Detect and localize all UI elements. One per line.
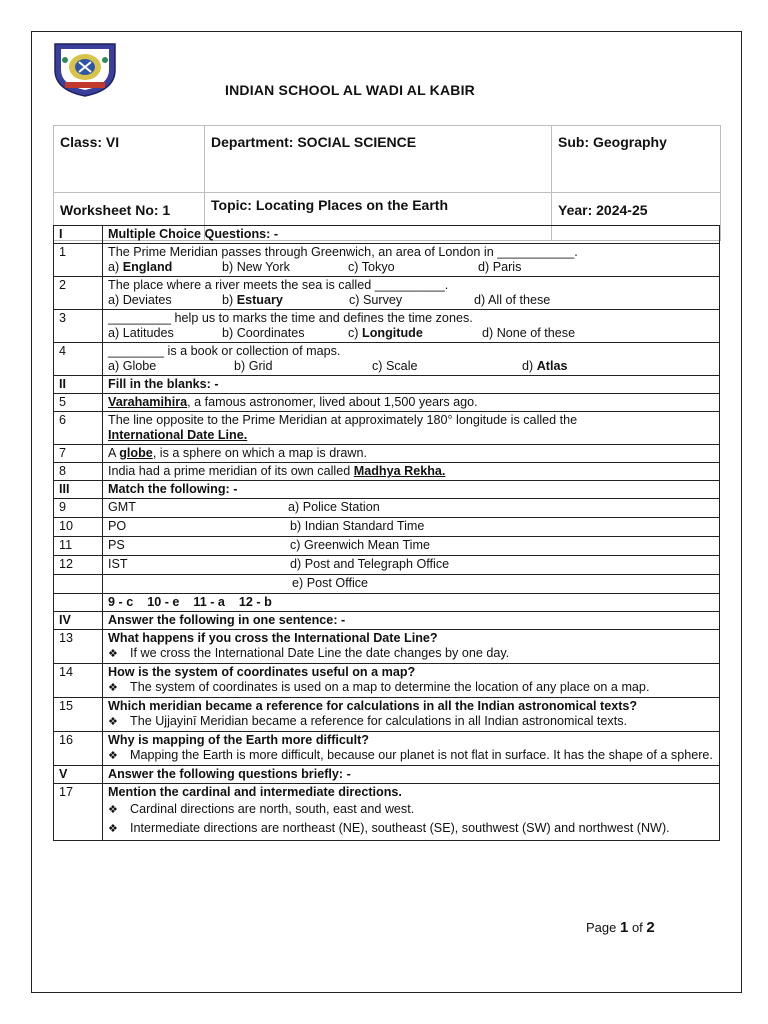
questions-table [53,225,720,841]
match-row: 10 PO b) Indian Standard Time [54,518,720,537]
options-row [108,293,714,308]
options-row [108,359,714,374]
blank-answer: Varahamihira [108,395,188,409]
diamond-bullet-icon: ❖ [108,823,118,835]
option-c: c) Scale [372,359,418,373]
match-answer-key: 9 - c 10 - e 11 - a 12 - b [103,594,720,612]
option-d: d) None of these [482,326,576,340]
subject-cell: Sub: Geography [552,126,721,193]
answer-bullet: ❖ The system of coordinates is used on a map to determine the location of any place on a map. [108,680,650,694]
question-text: The place where a river meets the sea is called __________. [108,278,449,292]
diamond-bullet-icon: ❖ [108,648,118,660]
option-b: b) Estuary [222,293,283,307]
option-a: a) Deviates [108,293,172,307]
section-row: IV Answer the following in one sentence: - [54,612,720,630]
option-c: c) Longitude [348,326,423,340]
question-row: 6 The line opposite to the Prime Meridian at approximately 180° longitude is called the International Date Line. [54,412,720,445]
answer-bullet: ❖ Cardinal directions are north, south, east and west. [108,802,415,816]
blank-answer: globe [119,446,153,460]
school-name: INDIAN SCHOOL AL WADI AL KABIR [225,82,475,98]
option-b: b) Coordinates [222,326,305,340]
match-key-row [54,594,720,612]
option-c: c) Survey [349,293,403,307]
option-d: d) Paris [478,260,522,274]
section-row: II Fill in the blanks: - [54,376,720,394]
question-text: Which meridian became a reference for calculations in all the Indian astronomical texts? [108,699,638,713]
question-text: What happens if you cross the International Date Line? [108,631,438,645]
match-row: e) Post Office [54,575,720,594]
diamond-bullet-icon: ❖ [108,750,118,762]
question-row: 14 How is the system of coordinates useful on a map? ❖ The system of coordinates is used on a map to determine the location of any place on a map. [54,664,720,698]
worksheet-header [53,125,721,241]
question-row: 13 What happens if you cross the International Date Line? ❖ If we cross the International Date Line the date changes by one day. [54,630,720,664]
option-b: b) New York [222,260,290,274]
option-a: a) Globe [108,359,157,373]
worksheet-number-cell: Worksheet No: 1 [54,193,205,241]
diamond-bullet-icon: ❖ [108,716,118,728]
question-row: 7 A globe, is a sphere on which a map is drawn. [54,445,720,463]
options-row [108,326,714,341]
question-text: The Prime Meridian passes through Greenwich, an area of London in ___________. [108,245,578,259]
options-row [108,260,714,275]
option-d: d) Atlas [522,359,568,373]
question-row: 4 ________ is a book or collection of maps. a) Globe b) Grid c) Scale d) Atlas [54,343,720,376]
question-row: 5 Varahamihira, a famous astronomer, lived about 1,500 years ago. [54,394,720,412]
question-text: _________ help us to marks the time and defines the time zones. [108,311,473,325]
option-d: d) All of these [474,293,551,307]
answer-bullet: ❖ The Ujjayinī Meridian became a reference for calculations in all Indian astronomical texts. [108,714,627,728]
match-row: 12 IST d) Post and Telegraph Office [54,556,720,575]
answer-bullet: ❖ Intermediate directions are northeast (NE), southeast (SE), southwest (SW) and northwest (NW). [108,821,670,835]
answer-bullet: ❖ Mapping the Earth is more difficult, because our planet is not flat in surface. It has the shape of a sphere. [108,748,713,762]
question-row: 3 _________ help us to marks the time and defines the time zones. a) Latitudes b) Coordinates c) Longitude d) None of these [54,310,720,343]
department-cell: Department: SOCIAL SCIENCE [205,126,552,193]
section-row: I Multiple Choice Questions: - [54,226,720,244]
topic-cell: Topic: Locating Places on the Earth [205,193,552,241]
section-row: V Answer the following questions briefly: - [54,766,720,784]
question-text: How is the system of coordinates useful on a map? [108,665,416,679]
blank-answer: International Date Line. [108,428,248,442]
answer-bullet: ❖ If we cross the International Date Line the date changes by one day. [108,646,510,660]
year-cell: Year: 2024-25 [552,193,721,241]
question-row: 16 Why is mapping of the Earth more difficult? ❖ Mapping the Earth is more difficult, because our planet is not flat in surface. It has the shape of a sphere. [54,732,720,766]
class-cell: Class: VI [54,126,205,193]
section-row: III Match the following: - [54,481,720,499]
match-row: 11 PS c) Greenwich Mean Time [54,537,720,556]
option-c: c) Tokyo [348,260,395,274]
question-text: ________ is a book or collection of maps. [108,344,341,358]
diamond-bullet-icon: ❖ [108,682,118,694]
option-a: a) England [108,260,173,274]
diamond-bullet-icon: ❖ [108,804,118,816]
page-number: Page 1 of 2 [586,919,655,936]
option-a: a) Latitudes [108,326,174,340]
question-row: 8 India had a prime meridian of its own called Madhya Rekha. [54,463,720,481]
question-row: 2 The place where a river meets the sea is called __________. a) Deviates b) Estuary c) Survey d) All of these [54,277,720,310]
option-b: b) Grid [234,359,273,373]
question-row: 17 Mention the cardinal and intermediate directions. ❖ Cardinal directions are north, south, east and west. ❖ Intermediate directions are northeast (NE), southeast (SE), southwest (SW) and northwest (NW). [54,784,720,841]
blank-answer: Madhya Rekha. [353,464,446,478]
question-row: 1 The Prime Meridian passes through Greenwich, an area of London in ___________. a) England b) New York c) Tokyo d) Paris [54,244,720,277]
question-text: Mention the cardinal and intermediate directions. [108,785,402,799]
question-text: Why is mapping of the Earth more difficult? [108,733,369,747]
match-row: 9 GMT a) Police Station [54,499,720,518]
question-row: 15 Which meridian became a reference for calculations in all the Indian astronomical texts? ❖ The Ujjayinī Meridian became a reference for calculations in all Indian astronomical texts. [54,698,720,732]
